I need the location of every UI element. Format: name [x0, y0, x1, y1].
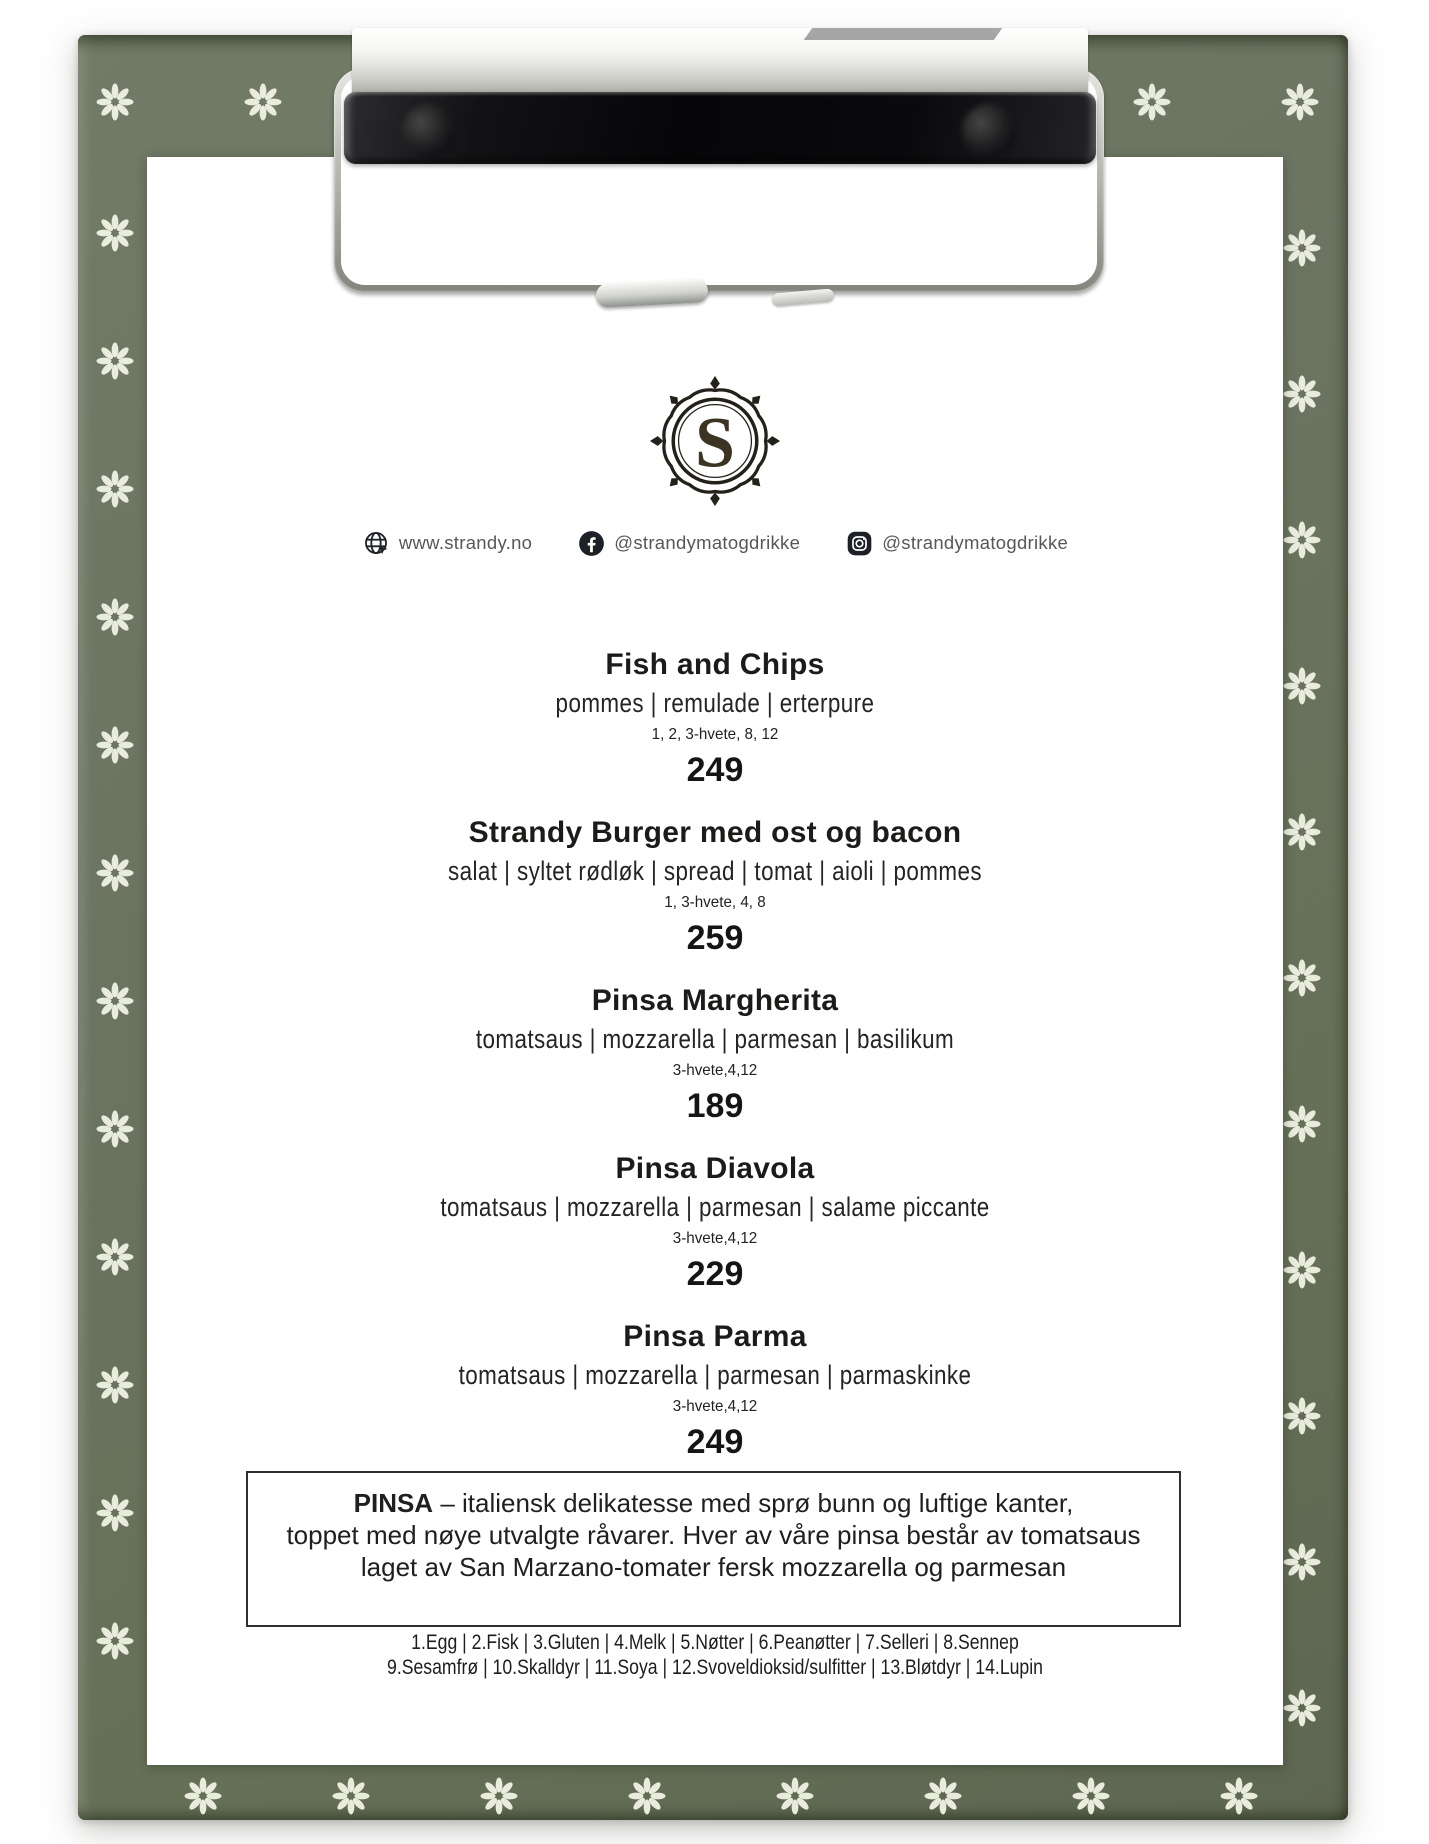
globe-icon: [362, 529, 390, 557]
flower-icon: [1283, 813, 1321, 851]
flower-icon: [1283, 1105, 1321, 1143]
allergen-legend: [147, 1630, 1283, 1680]
flower-icon: [96, 982, 134, 1020]
menu-item: [147, 981, 1283, 1127]
flower-icon: [96, 214, 134, 252]
clip-rivet: [962, 104, 1016, 158]
dish-allergens: 3-hvete,4,12: [672, 1398, 758, 1415]
dish-price: 229: [686, 1255, 744, 1293]
info-line-2: toppet med nøye utvalgte råvarer. Hver av våre pinsa består av tomatsaus: [286, 1520, 1141, 1550]
dish-price: 189: [686, 1087, 744, 1125]
dish-ingredients: pommes | remulade | erterpure: [555, 688, 875, 718]
allergen-legend-line-1: 1.Egg | 2.Fisk | 3.Gluten | 4.Melk | 5.Nøtter | 6.Peanøtter | 7.Selleri | 8.Sennep: [411, 1631, 1019, 1654]
flower-icon: [184, 1777, 222, 1815]
flower-icon: [1072, 1777, 1110, 1815]
dish-allergens: 3-hvete,4,12: [672, 1062, 758, 1079]
flower-icon: [1283, 229, 1321, 267]
logo-letter: S: [695, 402, 735, 483]
instagram-icon: [846, 530, 873, 557]
allergen-legend-line-2: 9.Sesamfrø | 10.Skalldyr | 11.Soya | 12.Svoveldioksid/sulfitter | 13.Bløtdyr | 14.Lupin: [387, 1656, 1043, 1679]
flower-icon: [96, 854, 134, 892]
flower-icon: [96, 726, 134, 764]
dish-ingredients: salat | syltet rødløk | spread | tomat | aioli | pommes: [448, 856, 982, 886]
flower-icon: [1281, 83, 1319, 121]
info-line-3: laget av San Marzano-tomater fersk mozzarella og parmesan: [360, 1552, 1067, 1582]
flower-icon: [1283, 1397, 1321, 1435]
dish-name: Strandy Burger med ost og bacon: [468, 816, 962, 849]
flower-icon: [96, 1622, 134, 1660]
flower-icon: [1283, 1689, 1321, 1727]
clip-chrome-plate: [344, 92, 1096, 164]
flower-icon: [1220, 1777, 1258, 1815]
flower-icon: [1283, 667, 1321, 705]
flower-icon: [1283, 375, 1321, 413]
facebook-icon: [578, 530, 605, 557]
dish-allergens: 3-hvete,4,12: [672, 1230, 758, 1247]
dish-name: Pinsa Margherita: [591, 984, 839, 1017]
website-item: [362, 529, 532, 557]
flower-icon: [1283, 1543, 1321, 1581]
dish-ingredients: tomatsaus | mozzarella | parmesan | basilikum: [475, 1024, 955, 1054]
clip-top-bar: [352, 28, 1088, 96]
info-line-1-text: – italiensk delikatesse med sprø bunn og luftige kanter,: [440, 1488, 1074, 1518]
flower-icon: [480, 1777, 518, 1815]
menu-paper: [147, 157, 1283, 1765]
dish-name: Fish and Chips: [605, 648, 825, 681]
flower-icon: [776, 1777, 814, 1815]
website-url: www.strandy.no: [398, 532, 533, 553]
flower-icon: [1283, 521, 1321, 559]
flower-icon: [96, 83, 134, 121]
flower-icon: [332, 1777, 370, 1815]
dish-price: 259: [686, 919, 744, 957]
menu-item: [147, 1149, 1283, 1295]
instagram-handle: @strandymatogdrikke: [882, 532, 1069, 553]
flower-icon: [924, 1777, 962, 1815]
instagram-item: [846, 530, 1068, 557]
clip-rivet: [402, 104, 456, 158]
info-title: PINSA: [353, 1488, 434, 1518]
dish-price: 249: [686, 1423, 744, 1461]
dish-ingredients: tomatsaus | mozzarella | parmesan | salame piccante: [440, 1192, 990, 1222]
flower-icon: [96, 470, 134, 508]
flower-icon: [96, 1366, 134, 1404]
flower-icon: [96, 1110, 134, 1148]
flower-icon: [244, 83, 282, 121]
flower-icon: [628, 1777, 666, 1815]
menu-item: [147, 1317, 1283, 1463]
info-line-1: [248, 1487, 1179, 1519]
pinsa-info-box: [246, 1471, 1181, 1627]
flower-icon: [1283, 959, 1321, 997]
menu-item: [147, 645, 1283, 791]
flower-icon: [96, 1238, 134, 1276]
flower-icon: [1283, 1251, 1321, 1289]
dish-allergens: 1, 2, 3-hvete, 8, 12: [651, 726, 779, 743]
contact-row: [147, 529, 1283, 557]
flower-icon: [96, 598, 134, 636]
facebook-item: [578, 530, 800, 557]
restaurant-logo: [647, 373, 783, 509]
dish-ingredients: tomatsaus | mozzarella | parmesan | parmaskinke: [458, 1360, 972, 1390]
dish-allergens: 1, 3-hvete, 4, 8: [664, 894, 766, 911]
flower-icon: [96, 1494, 134, 1532]
flower-icon: [1133, 83, 1171, 121]
menu-item: [147, 813, 1283, 959]
dish-name: Pinsa Parma: [623, 1320, 807, 1353]
flower-icon: [96, 342, 134, 380]
facebook-handle: @strandymatogdrikke: [614, 532, 801, 553]
dish-price: 249: [686, 751, 744, 789]
clip-reflection: [804, 28, 1002, 40]
dish-name: Pinsa Diavola: [615, 1152, 815, 1185]
